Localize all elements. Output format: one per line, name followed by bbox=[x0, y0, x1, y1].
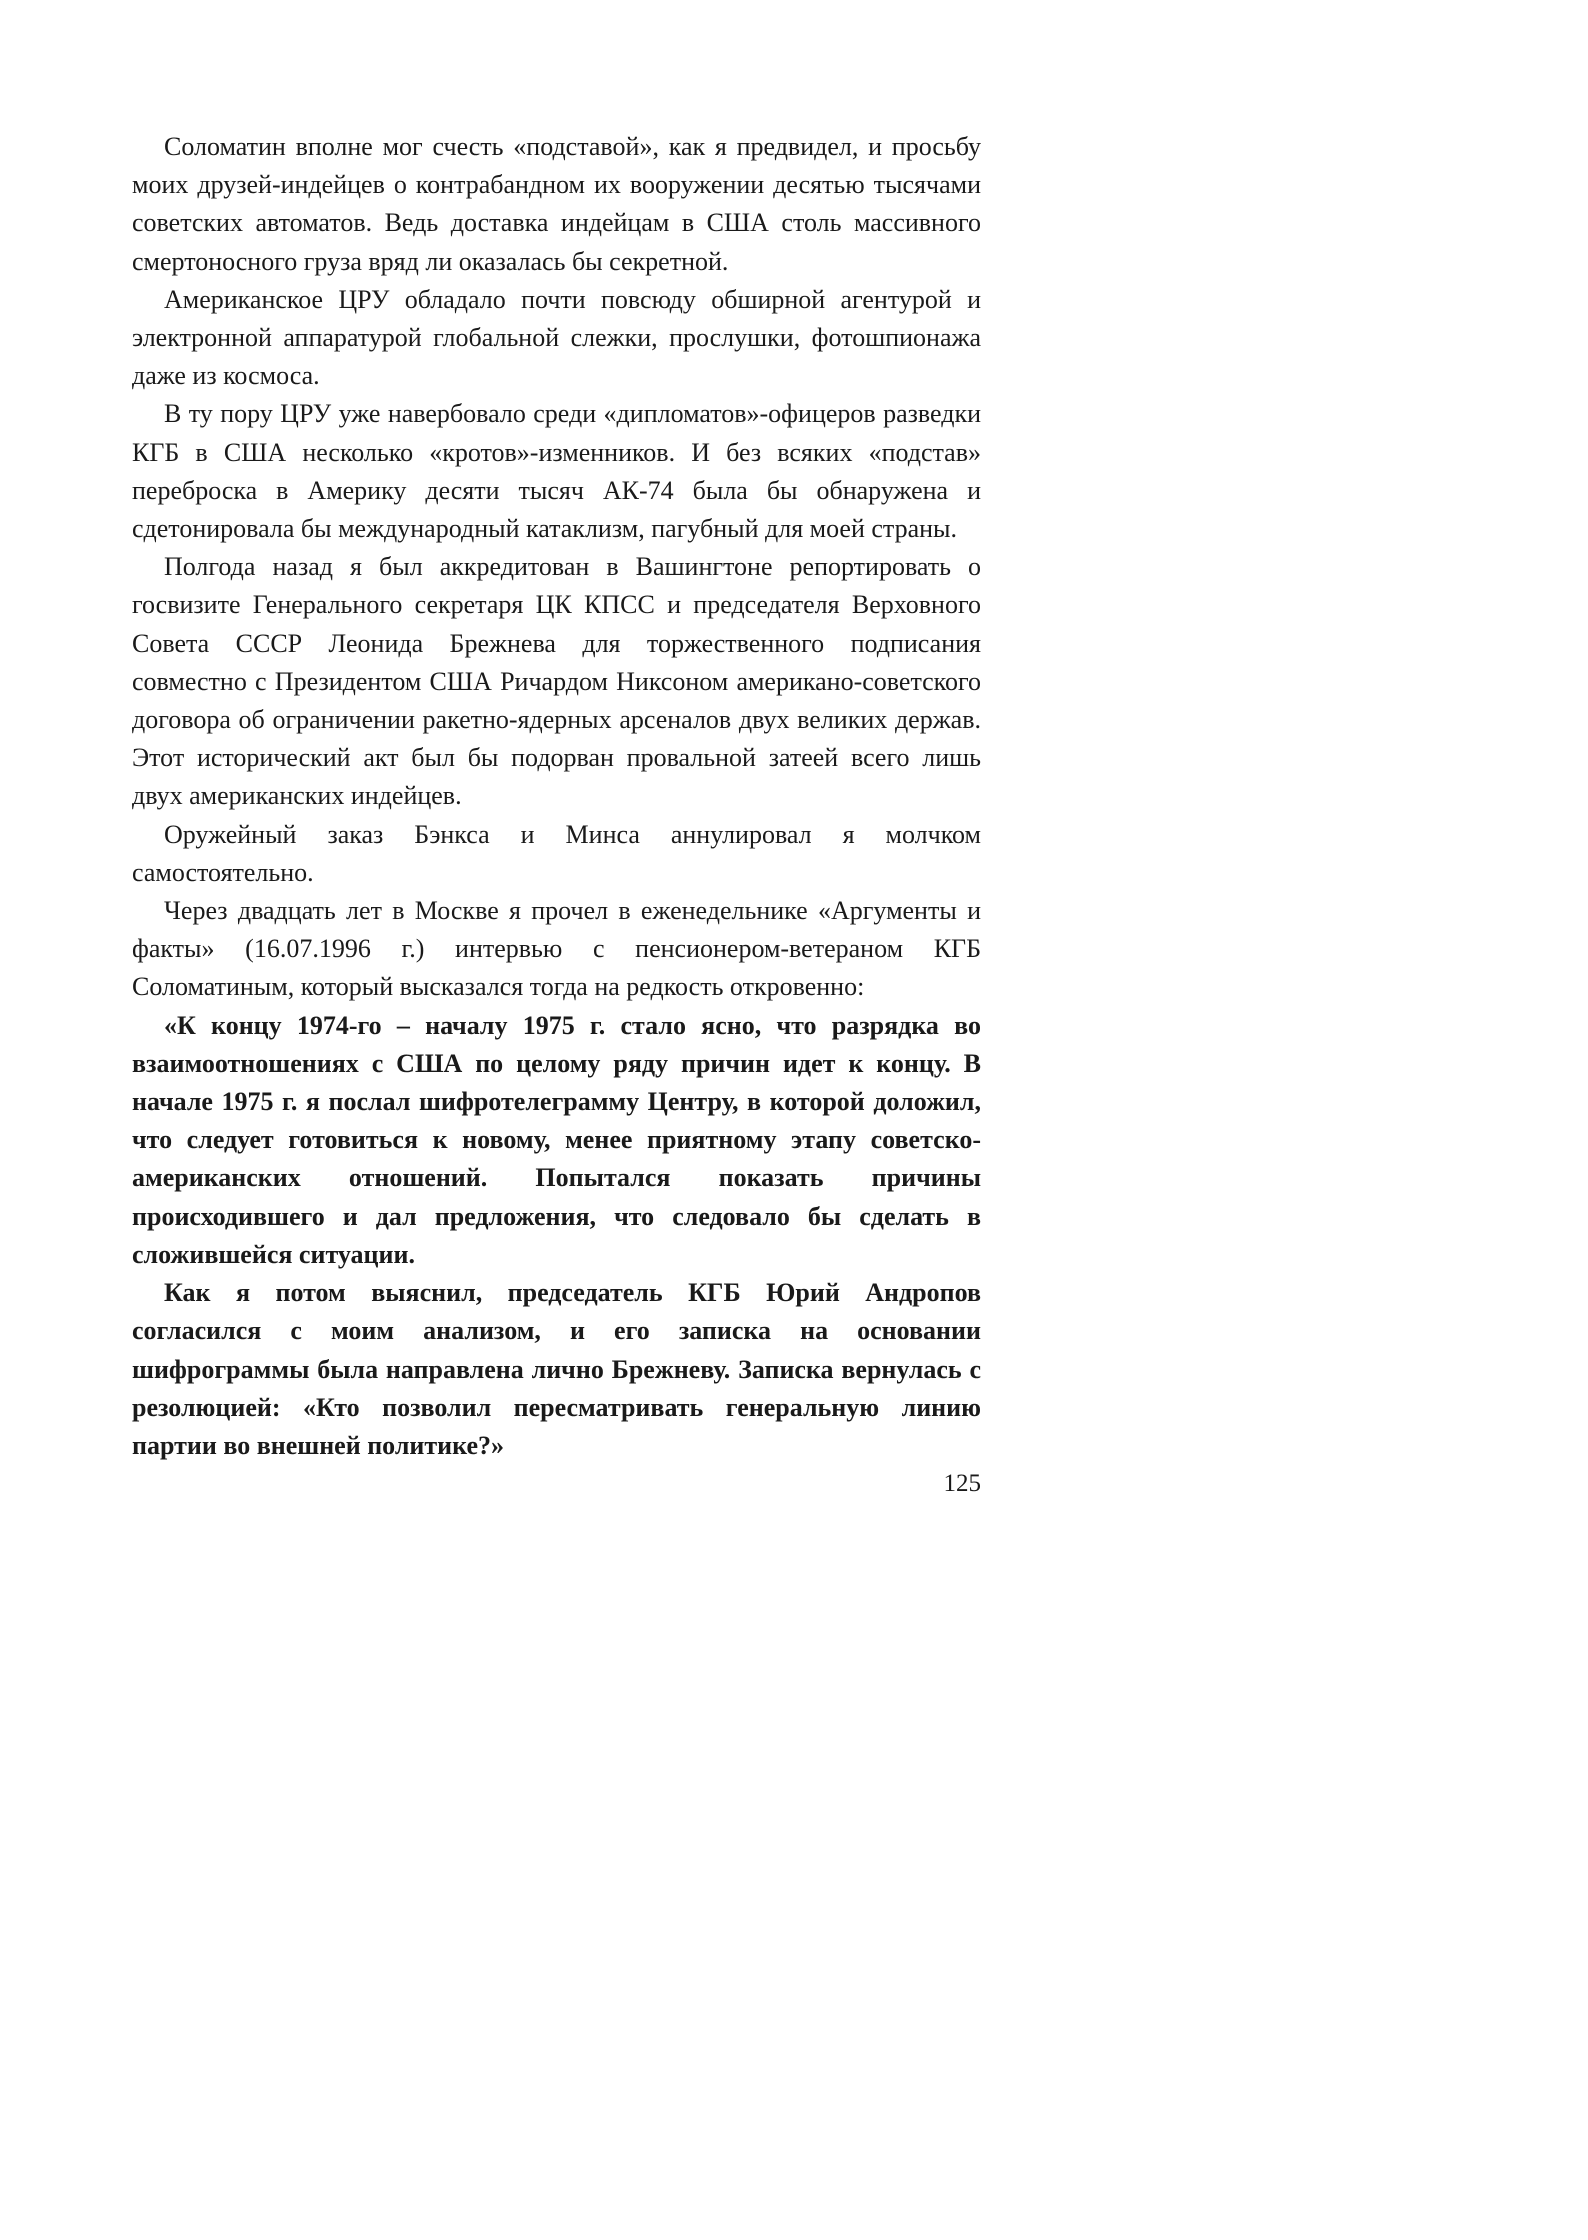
page-number: 125 bbox=[943, 1470, 981, 1497]
paragraph: Американское ЦРУ обладало почти повсюду обширной агентурой и электронной аппаратурой глобальной слежки, прослушки, фотошпионажа даже из космоса. bbox=[132, 284, 981, 391]
quote-paragraph: Как я потом выяснил, председатель КГБ Юрий Андропов согласился с моим анализом, и его записка на основании шифрограммы была направлена лично Брежневу. Записка вернулась с резолюцией: «Кто позволил пересматривать генеральную линию партии во внешней политике?» bbox=[132, 1278, 981, 1460]
page-text bbox=[132, 128, 981, 1465]
paragraph: Соломатин вполне мог счесть «подставой», как я предвидел, и просьбу моих друзей-индейцев о контрабандном их вооружении десятью тысячами советских автоматов. Ведь доставка индейцам в США столь массивного смертоносного груза вряд ли оказалась бы секретной. bbox=[132, 132, 981, 276]
quote-paragraph: «К концу 1974-го – началу 1975 г. стало ясно, что разрядка во взаимоотношениях с США по целому ряду причин идет к концу. В начале 1975 г. я послал шифротелеграмму Центру, в которой доложил, что следует готовиться к новому, менее приятному этапу советско-американских отношений. Попытался показать причины происходившего и дал предложения, что следовало бы сделать в сложившейся ситуации. bbox=[132, 1010, 981, 1269]
book-page bbox=[0, 0, 1103, 1564]
paragraph: Через двадцать лет в Москве я прочел в еженедельнике «Аргументы и факты» (16.07.1996 г.) интервью с пенсионером-ветераном КГБ Соломатиным, который высказался тогда на редкость откровенно: bbox=[132, 896, 981, 1002]
paragraph: Оружейный заказ Бэнкса и Минса аннулировал я молчком самостоятельно. bbox=[132, 819, 981, 887]
paragraph: В ту пору ЦРУ уже навербовало среди «дипломатов»-офицеров разведки КГБ в США несколько «кротов»-изменников. И без всяких «подстав» переброска в Америку десяти тысяч АК-74 была бы обнаружена и сдетонировала бы международный катаклизм, пагубный для моей страны. bbox=[132, 399, 981, 544]
paragraph: Полгода назад я был аккредитован в Вашингтоне репортировать о госвизите Генерального секретаря ЦК КПСС и председателя Верховного Совета СССР Леонида Брежнева для торжественного подписания совместно с Президентом США Ричардом Никсоном американо-советского договора об ограничении ракетно-ядерных арсеналов двух великих держав. Этот исторический акт был бы подорван провальной затеей всего лишь двух американских индейцев. bbox=[132, 552, 981, 811]
